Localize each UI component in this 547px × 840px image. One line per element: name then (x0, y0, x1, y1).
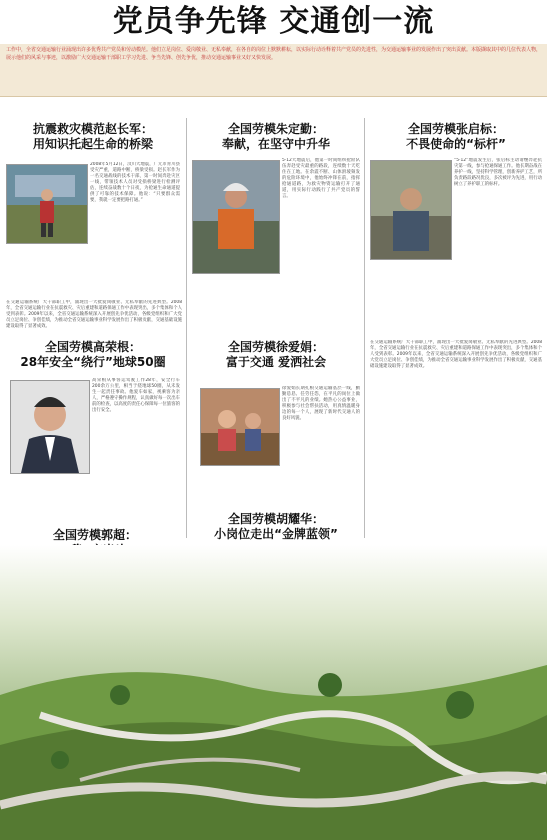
story-body: 徐爱娟长期扎根交通运输基层一线，勤勤恳恳、任劳任怨，在平凡的岗位上做出了不平凡的业绩。她热心公益事业，积极参与社会帮扶活动，用真情温暖身边的每一个人，展现了新时代交通人的良好风貌。 (282, 386, 360, 421)
headline-line: 全国劳模张启标： (407, 122, 504, 136)
story-headline (190, 340, 362, 370)
headline-line: 富于交通 爱洒社会 (225, 355, 327, 369)
intro-banner (0, 44, 547, 97)
photo-gao (10, 380, 90, 474)
story-body-continued: 在交通运输系统广大干部职工中，涌现出一大批爱岗敬业、无私奉献的先进典型。2008年，全省交通运输行业在抗震救灾、灾后重建和道路保通工作中表现突出，多个集体和个人受到表彰。2009年以来，全省交通运输系统深入开展创先争优活动，各级党组织和广大党员立足岗位、争创佳绩，为推动全省交通运输事业科学发展作出了积极贡献，交通基础设施建设取得了显著成效。 (6, 300, 182, 329)
story-headline (190, 122, 362, 152)
story-zhao (4, 122, 182, 302)
intro-text: 工作中，全省交通运输行业涌现出许多优秀共产党员和劳动模范。他们立足岗位、爱岗敬业、无私奉献，在各自的岗位上默默耕耘，以实际行动诠释着共产党员的先进性，为交通运输事业的发展作出了突出贡献。本版撷取其中的几位代表人物，展示他们的风采与事迹，以激励广大交通运输干部职工学习先进、争当先锋、创先争优，推动交通运输事业又好又快发展。 (6, 47, 542, 61)
headline-line: 不畏使命的“标杆” (406, 137, 506, 151)
headline-line: 全国劳模郭超： (52, 528, 137, 542)
headline-line: 全国劳模徐爱娟： (227, 340, 324, 354)
story-body: “5·12”地震发生后，张启标主动请缨奔赴抗灾第一线，参与抢通保通工作。他长期奋战在养护一线，坚持科学管理，创新养护工艺，所负责路段路况优良，多次被评为先进，用行动树立了养护职工的标杆。 (454, 158, 542, 187)
story-body: 5·12大地震后，他第一时间组织抢险队伍奔赴受灾最重的路段，连续数十天吃住在工地。在余震不断、山体滑坡频发的危险环境中，他始终冲锋在前，指挥抢通道路，为救灾物资运输打开了通道，用实际行动践行了共产党员的誓言。 (282, 158, 360, 199)
photo-zhu (192, 160, 280, 274)
page-title: 党员争先锋 交通创一流 (112, 4, 435, 39)
sidebar-article: 在交通运输系统广大干部职工中，涌现出一大批爱岗敬业、无私奉献的先进典型。2008年，全省交通运输行业在抗震救灾、灾后重建和道路保通工作中表现突出，多个集体和个人受到表彰。2009年以来，全省交通运输系统深入开展创先争优活动，各级党组织和广大党员立足岗位、争创佳绩，为推动全省交通运输事业科学发展作出了积极贡献，交通基础设施建设取得了显著成效。 (370, 340, 542, 369)
masthead (0, 0, 547, 44)
photo-zhang (370, 160, 452, 260)
headline-line: 奉献，在坚守中升华 (221, 137, 330, 151)
photo-zhao (6, 164, 88, 244)
story-headline (4, 122, 182, 152)
headline-line: 小岗位走出“金牌蓝领” (214, 527, 338, 541)
story-body: 2008年5月12日，汶川大地震，广元市青川县受灾严重，道路中断，桥梁受损。赵长军作为一名交通战线的技术干部，第一时间奔赴灾区一线，带领技术人员对受损桥梁进行检测评估，连续奋战数十个日夜，为抢通生命通道提供了可靠的技术保障。他说：“只要群众需要，我就一定要把路打通。” (90, 162, 180, 203)
story-gao (4, 340, 182, 520)
headline-line: 全国劳模朱定勤： (227, 122, 324, 136)
road-landscape-photo (0, 545, 547, 840)
story-xu (190, 340, 362, 520)
story-body: 高荣根从事客运驾驶工作28年，安全行车200余万公里，相当于绕地球50圈，从未发生一起责任事故。他爱车如家，视乘客为亲人，严格遵守操作规程，认真做好每一次出车前的检查，以高度的责任心保障每一位旅客的出行安全。 (92, 378, 180, 413)
story-headline (190, 512, 362, 542)
story-headline (368, 122, 544, 152)
column-divider (364, 118, 365, 538)
headline-line: 28年安全“绕行”地球50圈 (20, 355, 166, 369)
headline-line: 全国劳模高荣根： (44, 340, 141, 354)
story-headline (4, 340, 182, 370)
column-divider (186, 118, 187, 538)
headline-line: 用知识托起生命的桥梁 (32, 137, 153, 151)
headline-line: 抗震救灾模范赵长军： (32, 122, 153, 136)
photo-xu (200, 388, 280, 466)
headline-line: 全国劳模胡耀华： (227, 512, 324, 526)
story-zhang (368, 122, 544, 342)
story-zhu (190, 122, 362, 322)
